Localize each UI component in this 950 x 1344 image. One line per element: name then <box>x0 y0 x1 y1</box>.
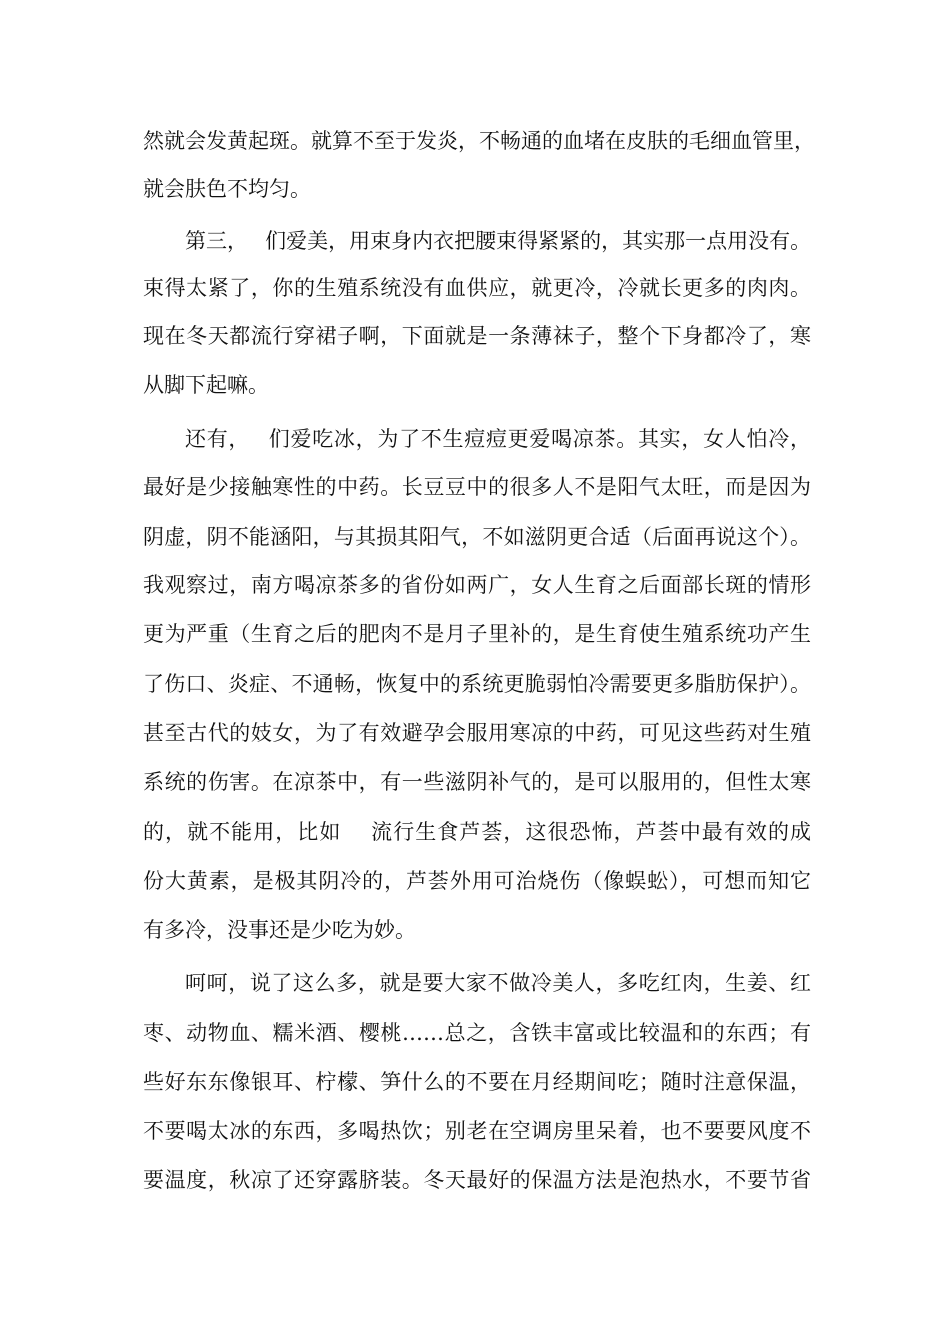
paragraph-start-line: 呵呵，说了这么多，就是要大家不做冷美人，多吃红肉，生姜、红 <box>185 971 811 995</box>
paragraph-start-line: 还有， 们爱吃冰，为了不生痘痘更爱喝凉茶。其实，女人怕冷， <box>185 427 811 451</box>
text-line: 束得太紧了，你的生殖系统没有血供应，就更冷，冷就长更多的肉肉。 <box>143 276 811 300</box>
text-line: 的，就不能用，比如 流行生食芦荟，这很恐怖，芦荟中最有效的成 <box>143 820 811 844</box>
text-line: 从脚下起嘛。 <box>143 373 269 397</box>
text-line: 然就会发黄起斑。就算不至于发炎，不畅通的血堵在皮肤的毛细血管里， <box>143 129 815 153</box>
text-line: 了伤口、炎症、不通畅，恢复中的系统更脆弱怕冷需要更多脂肪保护）。 <box>143 672 811 696</box>
paragraph-start-line: 第三， 们爱美，用束身内衣把腰束得紧紧的，其实那一点用没有。 <box>185 229 812 253</box>
text-line: 枣、动物血、糯米酒、樱桃……总之，含铁丰富或比较温和的东西；有 <box>143 1021 811 1045</box>
text-line: 份大黄素，是极其阴冷的，芦荟外用可治烧伤（像蜈蚣），可想而知它 <box>143 869 811 893</box>
text-line: 有多冷，没事还是少吃为妙。 <box>143 918 416 942</box>
text-line: 要温度，秋凉了还穿露脐装。冬天最好的保温方法是泡热水，不要节省 <box>143 1168 811 1192</box>
text-line: 系统的伤害。在凉茶中，有一些滋阴补气的，是可以服用的，但性太寒 <box>143 770 811 794</box>
text-line: 更为严重（生育之后的肥肉不是月子里补的，是生育使生殖系统功产生 <box>143 622 811 646</box>
text-line: 不要喝太冰的东西，多喝热饮；别老在空调房里呆着，也不要要风度不 <box>143 1119 811 1143</box>
text-line: 就会肤色不均匀。 <box>143 177 311 201</box>
text-line: 我观察过，南方喝凉茶多的省份如两广，女人生育之后面部长斑的情形 <box>143 573 811 597</box>
text-line: 现在冬天都流行穿裙子啊，下面就是一条薄袜子，整个下身都冷了，寒 <box>143 324 811 348</box>
text-line: 甚至古代的妓女，为了有效避孕会服用寒凉的中药，可见这些药对生殖 <box>143 721 811 745</box>
text-line: 最好是少接触寒性的中药。长豆豆中的很多人不是阳气太旺，而是因为 <box>143 475 811 499</box>
text-line: 阴虚，阴不能涵阳，与其损其阳气，不如滋阴更合适（后面再说这个）。 <box>143 525 811 549</box>
text-line: 些好东东像银耳、柠檬、笋什么的不要在月经期间吃；随时注意保温， <box>143 1070 811 1094</box>
